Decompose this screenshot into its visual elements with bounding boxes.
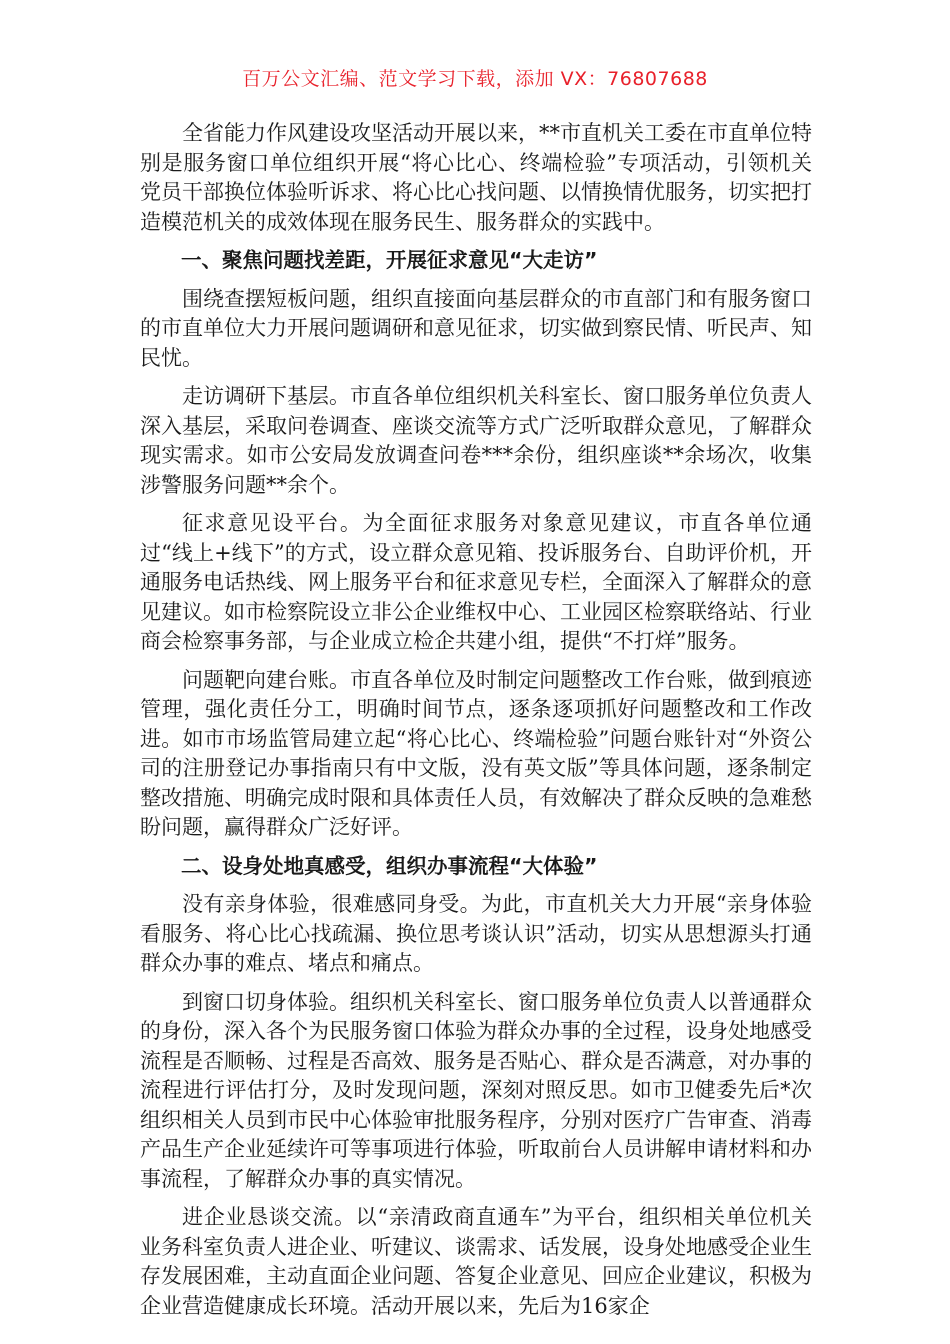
section-1-paragraph-1: 走访调研下基层。市直各单位组织机关科室长、窗口服务单位负责人深入基层，采取问卷调查、座谈交流等方式广泛听取群众意见，了解群众现实需求。如市公安局发放调查问卷***余份，组织座谈**余场次，收集涉警服务问题**余个。 (140, 384, 812, 497)
section-2-intro: 没有亲身体验，很难感同身受。为此，市直机关大力开展“亲身体验看服务、将心比心找疏漏、换位思考谈认识”活动，切实从思想源头打通群众办事的难点、堵点和痛点。 (140, 892, 812, 975)
document-body (140, 119, 812, 1330)
section-2-paragraph-2: 进企业恳谈交流。以“亲清政商直通车”为平台，组织相关单位机关业务科室负责人进企业、听建议、谈需求、话发展，设身处地感受企业生存发展困难，主动直面企业问题、答复企业意见、回应企业建议，积极为企业营造健康成长环境。活动开展以来，先后为16家企 (140, 1205, 812, 1318)
intro-paragraph: 全省能力作风建设攻坚活动开展以来，**市直机关工委在市直单位特别是服务窗口单位组织开展“将心比心、终端检验”专项活动，引领机关党员干部换位体验听诉求、将心比心找问题、以情换情优服务，切实把打造模范机关的成效体现在服务民生、服务群众的实践中。 (140, 121, 812, 234)
watermark-banner: 百万公文汇编、范文学习下载，添加 VX：76807688 (242, 68, 708, 90)
section-2-heading: 二、设身处地真感受，组织办事流程“大体验” (181, 853, 598, 878)
section-1-paragraph-2: 征求意见设平台。为全面征求服务对象意见建议，市直各单位通过“线上+线下”的方式，设立群众意见箱、投诉服务台、自助评价机，开通服务电话热线、网上服务平台和征求意见专栏，全面深入了解群众的意见建议。如市检察院设立非公企业维权中心、工业园区检察联络站、行业商会检察事务部，与企业成立检企共建小组，提供“不打烊”服务。 (140, 511, 812, 653)
section-2-paragraph-1: 到窗口切身体验。组织机关科室长、窗口服务单位负责人以普通群众的身份，深入各个为民服务窗口体验为群众办事的全过程，设身处地感受流程是否顺畅、过程是否高效、服务是否贴心、群众是否满意，对办事的流程进行评估打分，及时发现问题，深刻对照反思。如市卫健委先后*次组织相关人员到市民中心体验审批服务程序，分别对医疗广告审查、消毒产品生产企业延续许可等事项进行体验，听取前台人员讲解申请材料和办事流程，了解群众办事的真实情况。 (140, 989, 812, 1191)
section-1-intro: 围绕查摆短板问题，组织直接面向基层群众的市直部门和有服务窗口的市直单位大力开展问题调研和意见征求，切实做到察民情、听民声、知民忧。 (140, 286, 812, 370)
section-1-paragraph-3: 问题靶向建台账。市直各单位及时制定问题整改工作台账，做到痕迹管理，强化责任分工，明确时间节点，逐条逐项抓好问题整改和工作改进。如市市场监管局建立起“将心比心、终端检验”问题台账针对“外资公司的注册登记办事指南只有中文版，没有英文版”等具体问题，逐条制定整改措施、明确完成时限和具体责任人员，有效解决了群众反映的急难愁盼问题，赢得群众广泛好评。 (140, 667, 812, 839)
section-1-heading: 一、聚焦问题找差距，开展征求意见“大走访” (181, 248, 598, 272)
